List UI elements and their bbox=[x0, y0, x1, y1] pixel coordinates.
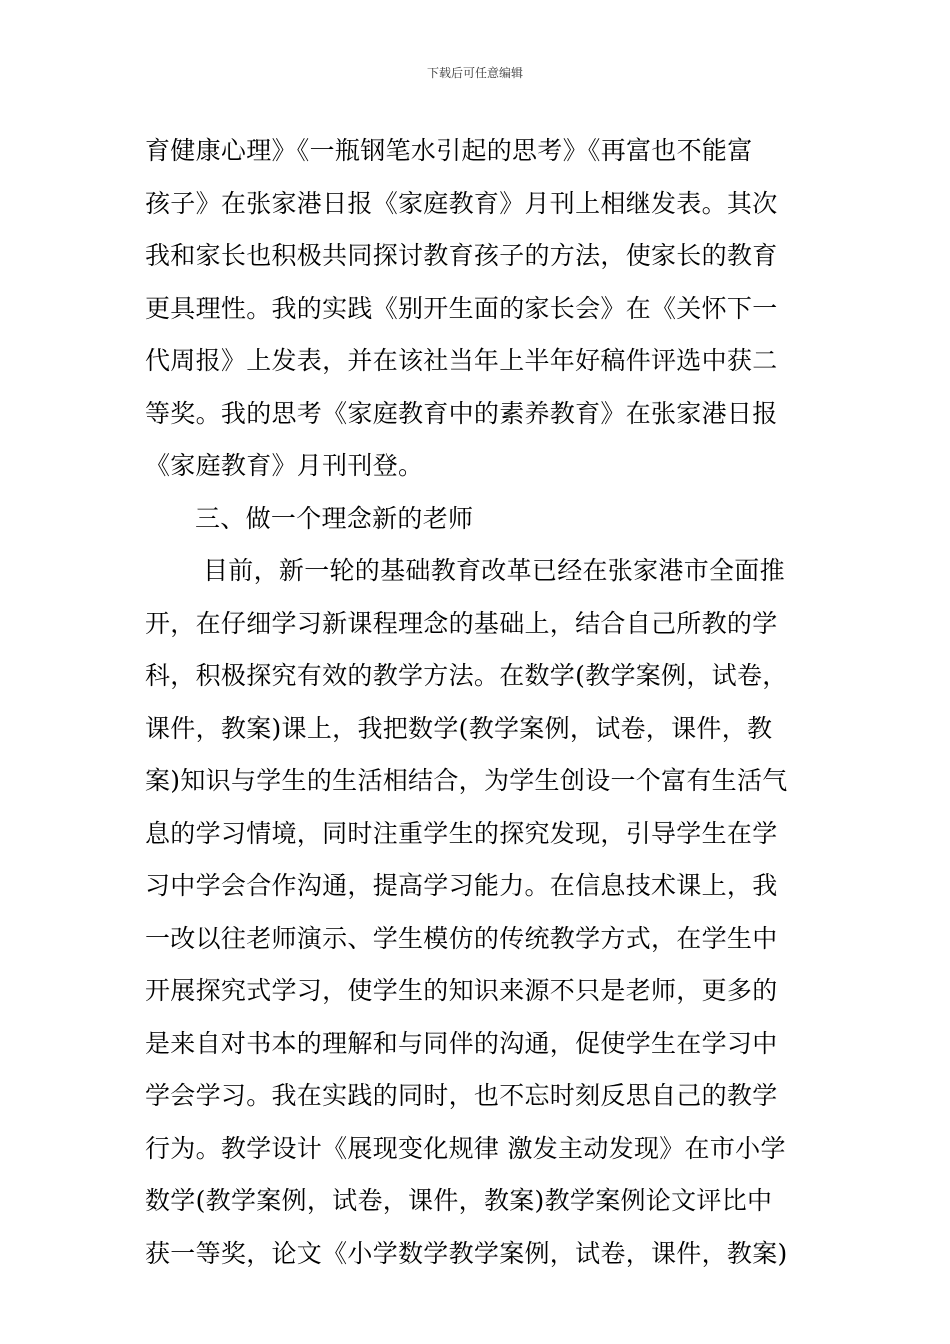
text-line: 课件，教案)课上，我把数学(教学案例，试卷，课件，教 bbox=[145, 713, 773, 743]
text-line: 代周报》上发表，并在该社当年上半年好稿件评选中获二 bbox=[145, 346, 778, 375]
text-line: 育健康心理》《一瓶钢笔水引起的思考》《再富也不能富 bbox=[145, 136, 753, 165]
text-line: 开，在仔细学习新课程理念的基础上，结合自己所教的学 bbox=[145, 608, 778, 638]
text-line: 行为。教学设计《展现变化规律 激发主动发现》在市小学 bbox=[145, 1133, 786, 1163]
text-line: 获一等奖，论文《小学数学教学案例，试卷，课件，教案) bbox=[145, 1238, 788, 1268]
text-line: 学会学习。我在实践的同时，也不忘时刻反思自己的教学 bbox=[145, 1081, 778, 1110]
body-text bbox=[145, 129, 810, 1284]
text-line: 等奖。我的思考《家庭教育中的素养教育》在张家港日报 bbox=[145, 398, 778, 428]
text-line: 我和家长也积极共同探讨教育孩子的方法，使家长的教育 bbox=[145, 241, 778, 270]
text-line: 数学(教学案例，试卷，课件，教案)教学案例论文评比中 bbox=[145, 1186, 773, 1215]
text-line: 科，积极探究有效的教学方法。在数学(教学案例，试卷， bbox=[145, 661, 788, 690]
text-line: 孩子》在张家港日报《家庭教育》月刊上相继发表。其次 bbox=[145, 188, 778, 218]
text-line: 息的学习情境，同时注重学生的探究发现，引导学生在学 bbox=[145, 818, 778, 848]
text-line: 开展探究式学习，使学生的知识来源不只是老师，更多的 bbox=[145, 976, 778, 1005]
text-line: 一改以往老师演示、学生模仿的传统教学方式，在学生中 bbox=[145, 923, 778, 953]
text-line: 案)知识与学生的生活相结合，为学生创设一个富有生活气 bbox=[145, 766, 788, 795]
text-line: 习中学会合作沟通，提高学习能力。在信息技术课上，我 bbox=[145, 871, 778, 900]
text-line: 《家庭教育》月刊刊登。 bbox=[145, 451, 424, 480]
text-line: 更具理性。我的实践《别开生面的家长会》在《关怀下一 bbox=[145, 293, 778, 323]
page-header: 下载后可任意编辑 bbox=[426, 66, 523, 80]
text-line: 目前，新一轮的基础教育改革已经在张家港市全面推 bbox=[203, 556, 785, 585]
section-heading: 三、做一个理念新的老师 bbox=[195, 503, 474, 533]
text-line: 是来自对书本的理解和与同伴的沟通，促使学生在学习中 bbox=[145, 1028, 778, 1058]
